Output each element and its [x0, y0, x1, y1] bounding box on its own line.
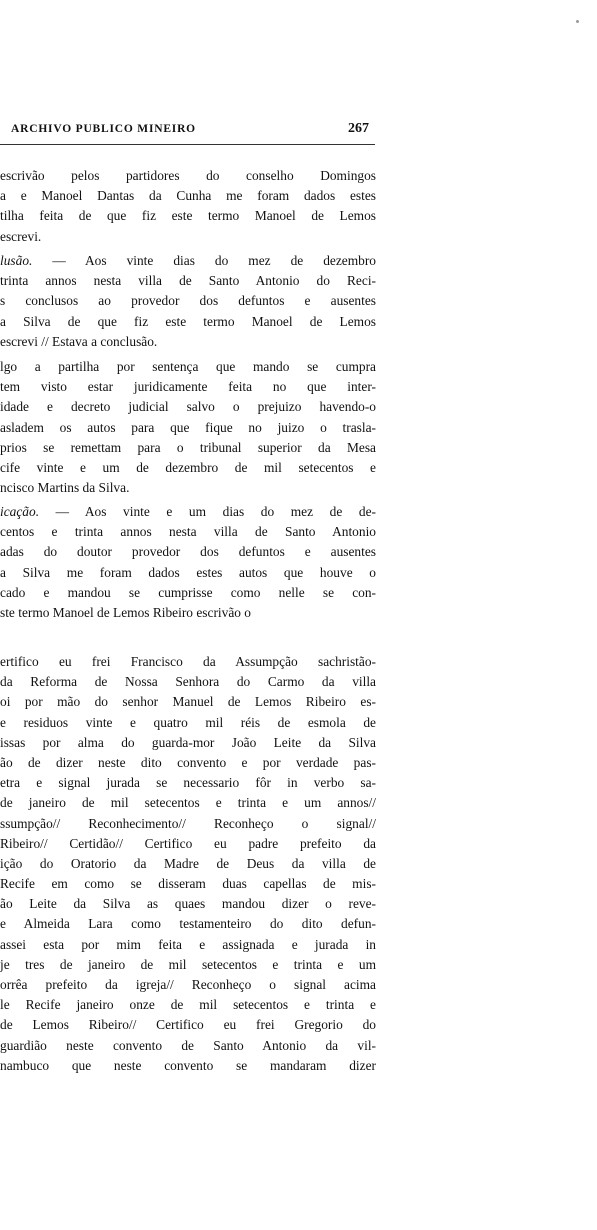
running-header — [0, 123, 372, 139]
text-line: adas do doutor provedor dos defuntos e ausentes — [0, 544, 376, 560]
text-line: escrivão pelos partidores do conselho Domingos — [0, 168, 376, 183]
section-heading: lusão. — [0, 253, 33, 268]
text-line — [0, 251, 376, 271]
text-line: oi por mão do senhor Manuel de Lemos Ribeiro es- — [0, 694, 376, 710]
scan-speck — [576, 20, 579, 23]
text-line: a Silva de que fiz este termo Manoel de Lemos — [0, 313, 376, 329]
paragraph-sentenca — [0, 357, 376, 498]
text-line: e Almeida Lara como testamenteiro do dito defun- — [0, 916, 376, 932]
text-line: ão de dizer neste dito convento e por verdade pas- — [0, 754, 376, 770]
text-line: ssumpção// Reconhecimento// Reconheço o signal// — [0, 815, 376, 831]
text-line: ertifico eu frei Francisco da Assumpção sachristão- — [0, 654, 376, 669]
text-line: trinta annos nesta villa de Santo Antonio do Reci- — [0, 273, 376, 289]
text-line: asladem os autos para que fique no juizo o trasla- — [0, 419, 376, 435]
text-line: issas por alma do guarda-mor João Leite da Silva — [0, 734, 376, 750]
text-line: prios se remettam para o tribunal superior da Mesa — [0, 439, 376, 455]
text-line: ão Leite da Silva as quaes mandou dizer o reve- — [0, 896, 376, 912]
text-line: guardião neste convento de Santo Antonio da vil- — [0, 1037, 376, 1053]
text-line: ste termo Manoel de Lemos Ribeiro escrivão o — [0, 604, 252, 620]
text-line: da Reforma de Nossa Senhora do Carmo da villa — [0, 674, 376, 690]
text-line: escrevi // Estava a conclusão. — [0, 333, 158, 349]
text-line: s conclusos ao provedor dos defuntos e ausentes — [0, 293, 376, 309]
text-line: a e Manoel Dantas da Cunha me foram dados estes — [0, 188, 376, 204]
text-line: etra e signal jurada se necessario fôr in verbo sa- — [0, 775, 376, 791]
section-heading: icação. — [0, 504, 40, 519]
text-line: tem visto estar juridicamente feita no que inter- — [0, 379, 376, 395]
paragraph-publicacao — [0, 502, 376, 623]
text-line: a Silva me foram dados estes autos que houve o — [0, 564, 376, 580]
paragraph-1 — [0, 166, 376, 247]
text-line: tilha feita de que fiz este termo Manoel de Lemos — [0, 208, 376, 224]
text-line: de Lemos Ribeiro// Certifico eu frei Gregorio do — [0, 1017, 376, 1033]
header-rule — [0, 144, 375, 145]
text-line — [0, 502, 376, 522]
page-number: 267 — [348, 121, 369, 136]
text-line: ição do Oratorio da Madre de Deus da villa de — [0, 855, 376, 871]
text-line: e residuos vinte e quatro mil réis de esmola de — [0, 714, 376, 730]
text-fragment: — Aos vinte e um dias do mez de de- — [39, 504, 376, 519]
header-title: ARCHIVO PUBLICO MINEIRO — [11, 123, 196, 135]
text-line: de janeiro de mil setecentos e trinta e um annos// — [0, 795, 376, 811]
text-line: orrêa prefeito da igreja// Reconheço o signal acima — [0, 977, 376, 992]
text-line: centos e trinta annos nesta villa de Santo Antonio — [0, 524, 376, 540]
text-line: je tres de janeiro de mil setecentos e trinta e um — [0, 956, 376, 972]
paragraph-certidoes — [0, 652, 376, 1076]
text-line: le Recife janeiro onze de mil setecentos e trinta e — [0, 997, 376, 1013]
text-line: assei esta por mim feita e assignada e jurada in — [0, 936, 376, 952]
text-line: escrevi. — [0, 228, 42, 244]
text-line: cife vinte e um de dezembro de mil setecentos e — [0, 459, 376, 475]
text-line: Recife em como se disseram duas capellas de mis- — [0, 876, 376, 892]
paragraph-conclusao — [0, 251, 376, 352]
text-line: idade e decreto judicial salvo o prejuizo havendo-o — [0, 399, 376, 415]
text-line: nambuco que neste convento se mandaram dizer — [0, 1057, 376, 1073]
signature-line: ncisco Martins da Silva. — [0, 480, 130, 496]
text-line: lgo a partilha por sentença que mando se cumpra — [0, 359, 376, 374]
text-line: Ribeiro// Certidão// Certifico eu padre prefeito da — [0, 835, 376, 851]
text-fragment: — Aos vinte dias do mez de dezembro — [32, 253, 376, 268]
text-line: cado e mandou se cumprisse como nelle se con- — [0, 584, 376, 600]
